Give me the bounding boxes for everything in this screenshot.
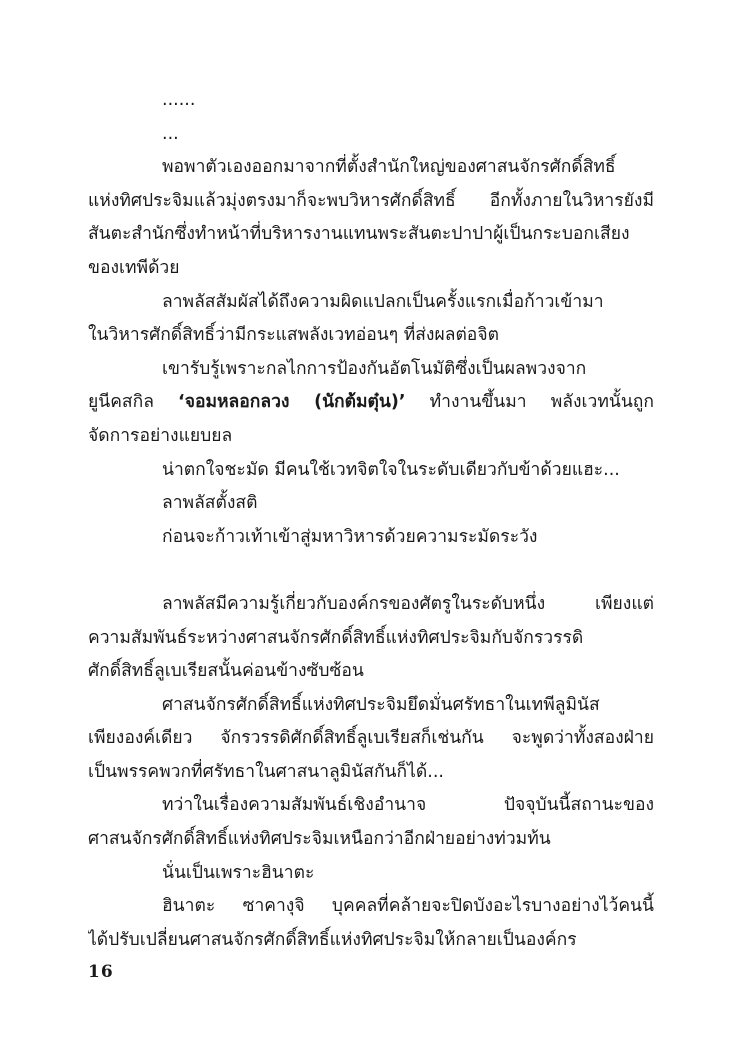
text-line: ศาสนจักรศักดิ์สิทธิ์แห่งทิศประจิมเหนือกว่าอีกฝ่ายอย่างท่วมท้น: [88, 829, 551, 850]
text-line: สันตะสำนักซึ่งทำหน้าที่บริหารงานแทนพระสันตะปาปาผู้เป็นกระบอกเสียง: [88, 224, 630, 245]
text-line: จัดการอย่างแยบยล: [88, 425, 233, 446]
text-line: แห่งทิศประจิมแล้วมุ่งตรงมาก็จะพบวิหารศักดิ์สิทธิ์ อีกทั้งภายในวิหารยังมี: [88, 190, 654, 211]
text-line: ความสัมพันธ์ระหว่างศาสนจักรศักดิ์สิทธิ์แห่งทิศประจิมกับจักรวรรดิ: [88, 627, 584, 648]
text-line: น่าตกใจชะมัด มีคนใช้เวทจิตใจในระดับเดียวกับข้าด้วยแฮะ...: [162, 459, 620, 480]
text-line: พอพาตัวเองออกมาจากที่ตั้งสำนักใหญ่ของศาสนจักรศักดิ์สิทธิ์: [162, 157, 616, 178]
text-line: ทว่าในเรื่องความสัมพันธ์เชิงอำนาจ ปัจจุบันนี้สถานะของ: [162, 795, 654, 816]
text-line: เป็นพรรคพวกที่ศรัทธาในศาสนาลูมินัสกันก็ได้...: [88, 761, 444, 782]
text-line: ในวิหารศักดิ์สิทธิ์ว่ามีกระแสพลังเวทอ่อนๆ ที่ส่งผลต่อจิต: [88, 325, 499, 346]
text-line: ศาสนจักรศักดิ์สิทธิ์แห่งทิศประจิมยึดมั่นศรัทธาในเทพีลูมินัส: [162, 694, 600, 715]
page-number: 16: [88, 962, 114, 982]
text-segment: ยูนีคสกิล: [88, 392, 154, 413]
skill-name: ‘จอมหลอกลวง (นักต้มตุ๋น)’: [178, 392, 406, 413]
body-text: [88, 84, 654, 957]
text-line: ได้ปรับเปลี่ยนศาสนจักรศักดิ์สิทธิ์แห่งทิศประจิมให้กลายเป็นองค์กร: [88, 929, 577, 950]
text-line: ......: [162, 90, 196, 110]
text-line: ลาพลัสมีความรู้เกี่ยวกับองค์กรของศัตรูในระดับหนึ่ง เพียงแต่: [162, 593, 654, 614]
text-line: ลาพลัสตั้งสติ: [162, 493, 258, 514]
section-break: [88, 554, 654, 588]
text-line: ก่อนจะก้าวเท้าเข้าสู่มหาวิหารด้วยความระมัดระวัง: [162, 526, 538, 547]
text-line: ...: [162, 123, 179, 144]
text-line: ศักดิ์สิทธิ์ลูเบเรียสนั้นค่อนข้างซับซ้อน: [88, 661, 364, 682]
text-line: ของเทพีด้วย: [88, 257, 180, 278]
text-line: นั่นเป็นเพราะฮินาตะ: [162, 862, 315, 883]
text-line: เขารับรู้เพราะกลไกการป้องกันอัตโนมัติซึ่งเป็นผลพวงจาก: [162, 358, 587, 379]
text-line: ลาพลัสสัมผัสได้ถึงความผิดแปลกเป็นครั้งแรกเมื่อก้าวเข้ามา: [162, 291, 604, 312]
text-line: ฮินาตะ ซาคางุจิ บุคคลที่คล้ายจะปิดบังอะไรบางอย่างไว้คนนี้: [162, 896, 654, 917]
text-segment: ทำงานขึ้นมา พลังเวทนั้นถูก: [429, 392, 654, 413]
text-line: [88, 386, 654, 420]
text-line: เพียงองค์เดียว จักรวรรดิศักดิ์สิทธิ์ลูเบเรียสก็เช่นกัน จะพูดว่าทั้งสองฝ่าย: [88, 728, 654, 749]
